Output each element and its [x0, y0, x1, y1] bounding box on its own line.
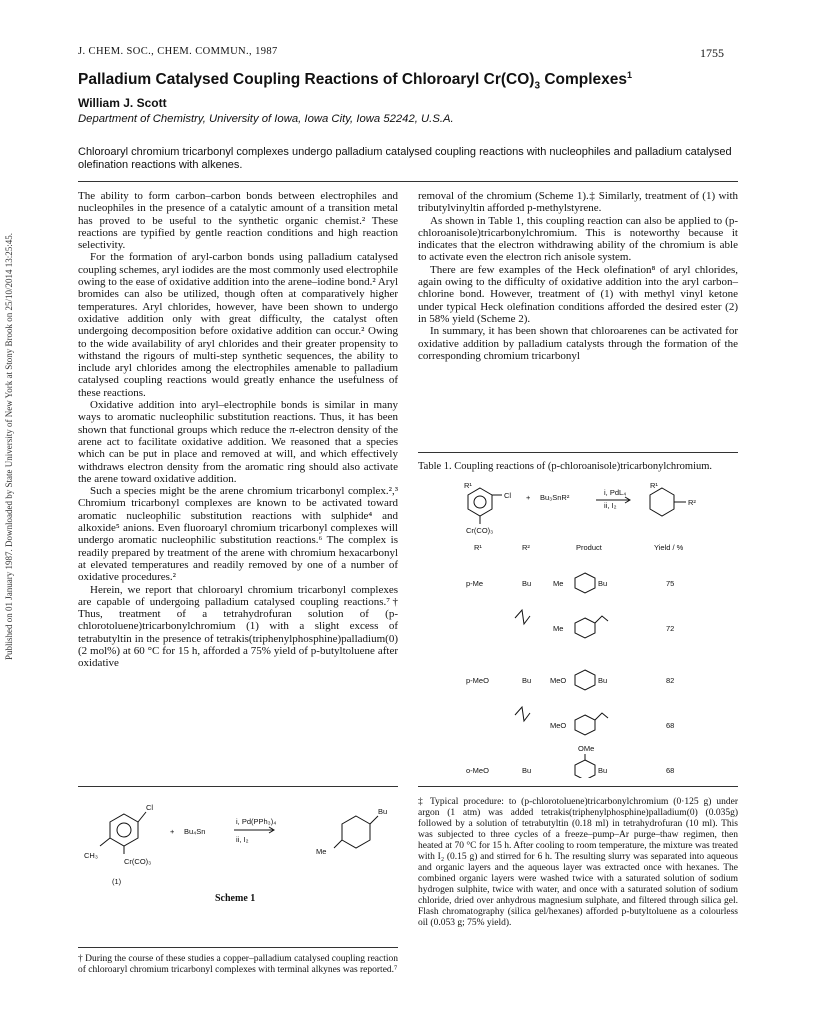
- table-top-rule: [418, 452, 738, 453]
- vinyl-group: [595, 616, 608, 623]
- vinyl-reagent: [515, 610, 530, 624]
- product-ring-4: [575, 715, 595, 735]
- table1-figure: [418, 478, 738, 778]
- product-ring-3: [575, 670, 595, 690]
- abstract: Chloroaryl chromium tricarbonyl complexes undergo palladium catalysed coupling reactions with nucleophiles and palladium catalysed olefination reactions with alkenes.: [78, 146, 732, 171]
- col-header-r1: R¹: [474, 543, 482, 552]
- bond: [138, 812, 146, 822]
- cell-product-left: Me: [553, 579, 564, 588]
- scheme-reagent: Bu₃SnR²: [540, 493, 570, 502]
- vinyl-reagent: [515, 707, 530, 721]
- scheme1-reagent: Bu₄Sn: [184, 827, 206, 836]
- scheme-condition-2: ii, I₂: [604, 501, 617, 510]
- scheme-cl-label: Cl: [504, 491, 512, 500]
- cell-product-left: MeO: [550, 676, 567, 685]
- page-number: 1755: [700, 46, 724, 60]
- vinyl-group: [595, 713, 608, 720]
- scheme1-cl: Cl: [146, 803, 154, 812]
- scheme1-compound-label: (1): [112, 877, 122, 886]
- scheme-product-r1: R¹: [650, 481, 658, 490]
- cell-product-left: MeO: [550, 721, 567, 730]
- cell-product-right: Bu: [598, 766, 608, 775]
- scheme-r1-label: R¹: [464, 481, 472, 490]
- affiliation: Department of Chemistry, University of Iowa, Iowa City, Iowa 52242, U.S.A.: [78, 113, 454, 125]
- product-ring-2: [575, 618, 595, 638]
- download-note-text: Published on 01 January 1987. Downloaded by State University of New York at Stony Brook on 25/10/2014 13:25:45.: [4, 233, 14, 660]
- scheme1-condition-1: i, Pd(PPh₃)₄: [236, 817, 277, 826]
- footnote-dagger: † During the course of these studies a copper–palladium catalysed coupling reaction of chloroaryl chromium tricarbonyl complexes with terminal alkynes was reported.⁷: [78, 954, 398, 975]
- cell-product-right: Bu: [598, 579, 608, 588]
- scheme1-ring-circle: [117, 823, 131, 837]
- paragraph: For the formation of aryl-carbon bonds using palladium catalysed coupling schemes, aryl iodides are the most commonly used electrophile owing to the ease of oxidative addition into the arene–iodine bond.² Aryl bromides can also be utilized, though often at comparatively higher temperatures. Aryl chlorides, however, have been shown to undergo oxidative addition only with great difficulty, the catalyst often undergoing decomposition before oxidative addition can occur.² Owing to the wide availability of aryl chlorides and their greater propensity to withstand the rigours of multi-step synthetic sequences, the ability to include aryl chlorides among the electrophiles amenable to palladium catalysed coupling reactions would greatly enhance the usefulness of these reactions.: [78, 251, 398, 399]
- bond: [334, 840, 342, 848]
- scheme1-reactant-ring: [110, 814, 138, 846]
- paragraph: removal of the chromium (Scheme 1).‡ Similarly, treatment of (1) with tributylvinyltin afforded p-methylstyrene.: [418, 190, 738, 215]
- scheme1-cr: Cr(CO)₃: [124, 857, 152, 866]
- cell-r2: Bu: [522, 579, 532, 588]
- article-title: Palladium Catalysed Coupling Reactions of Chloroaryl $Cr(CO)_3$ Complexes$^1$: [78, 70, 633, 92]
- right-column: [418, 190, 738, 362]
- product-ring: [650, 488, 674, 516]
- cell-r2: Bu: [522, 766, 532, 775]
- scheme1-condition-2: ii, I₂: [236, 835, 249, 844]
- paragraph: The ability to form carbon–carbon bonds between electrophiles and nucleophiles in the presence of a catalytic amount of a transition metal has proved to be useful to the synthetic organic chemist.² These reactions are typified by gentle reaction conditions and high reaction selectivity.: [78, 190, 398, 252]
- col-header-r2: R²: [522, 543, 530, 552]
- scheme1-ch3: CH₃: [84, 851, 98, 860]
- paragraph: There are few examples of the Heck olefination⁸ of aryl chlorides, again owing to the difficulty of oxidative addition into the aryl carbon–chlorine bond. However, treatment of (1) with methyl vinyl ketone under typical Heck olefination conditions afforded the desired ester (2) in 58% yield (Scheme 2).: [418, 263, 738, 325]
- cell-product-right: Bu: [598, 676, 608, 685]
- scheme1-me: Me: [316, 847, 327, 856]
- paragraph: In summary, it has been shown that chloroarenes can be activated for oxidative addition by palladium catalysts through the formation of the corresponding chromium tricarbonyl: [418, 325, 738, 362]
- scheme-top-rule: [78, 786, 398, 787]
- scheme1-bu: Bu: [378, 807, 388, 816]
- paragraph: Such a species might be the arene chromium tricarbonyl complex.²,³ Chromium tricarbonyl complexes are known to be activated toward aromatic nucleophilic substitution reactions with sulphide⁴ and alkoxide⁵ anions. Even fluoroaryl chromium tricarbonyl complexes will undergo aromatic nucleophilic substitution reactions.⁶ The complex is readily prepared by treatment of the arene with chromium hexacarbonyl at elevated temperatures and readily removed by one of a number of oxidative procedures.²: [78, 485, 398, 584]
- abstract-rule: [78, 181, 738, 182]
- table-bottom-rule: [418, 786, 738, 787]
- cell-r1: p-Me: [466, 579, 484, 588]
- table-caption: Table 1. Coupling reactions of (p-chloroanisole)tricarbonylchromium.: [418, 461, 713, 472]
- cell-yield: 75: [666, 579, 675, 588]
- scheme1-product-ring: [342, 816, 370, 848]
- bond: [100, 838, 110, 846]
- cell-yield: 68: [666, 721, 675, 730]
- product-ring-5: [575, 760, 595, 778]
- scheme-plus: +: [526, 493, 531, 502]
- scheme1-figure: [78, 796, 398, 901]
- footnote-rule: [78, 947, 398, 948]
- cell-yield: 72: [666, 624, 675, 633]
- reactant-ring-circle: [474, 496, 486, 508]
- product-ring-1: [575, 573, 595, 593]
- scheme-product-r2: R²: [688, 498, 696, 507]
- col-header-product: Product: [576, 543, 602, 552]
- col-header-yield: Yield / %: [654, 543, 684, 552]
- cell-yield: 82: [666, 676, 675, 685]
- scheme-condition-1: i, PdL₄: [604, 488, 627, 497]
- author-name: William J. Scott: [78, 96, 167, 110]
- left-column: [78, 190, 398, 670]
- bond: [370, 816, 378, 824]
- scheme1-plus: +: [170, 827, 175, 836]
- cell-product-left: OMe: [578, 744, 595, 753]
- running-header: J. CHEM. SOC., CHEM. COMMUN., 1987: [78, 46, 278, 57]
- cell-r1: o-MeO: [466, 766, 489, 775]
- footnote-ddagger: ‡ Typical procedure: to (p-chlorotoluene)tricarbonylchromium (0·125 g) under argon (1 atm) was added tetrakis(triphenylphosphine)palladium(0) (0.035g) followed by a solution of tetrabutyltin (0.18 ml) in tetrahydrofuran (10 ml). This was subjected to three cycles of a freeze–pump–Ar purge–thaw regimen, then heated at 70 °C for 15 h. After cooling to room temperature, the mixture was treated with I₂ (0.15 g) and stirred for 6 h. The resulting slurry was separated into aqueous and organic layers and the aqueous layer was extracted once with hexanes. The combined organic layers were washed twice with a saturated solution of sodium hydrogen sulphite, twice with water, and once with a saturated solution of sodium chloride, dried over anhydrous magnesium sulphate, and filtered through silica gel. Flash chromatography (silica gel/hexanes) afforded p-butyltoluene as a colourless oil (0.053 g; 75% yield).: [418, 797, 738, 928]
- paragraph: Oxidative addition into aryl–electrophile bonds is similar in many ways to aromatic nucleophilic substitution reactions. Thus, it has been shown that functional groups which reduce the π-electron density of the arene act to facilitate oxidative addition. We reasoned that a species which can be put in place and removed at will, and which effectively withdraws electron density from the aromatic ring should also activate the arene toward oxidative addition.: [78, 399, 398, 485]
- scheme-cr-label: Cr(CO)₃: [466, 526, 494, 535]
- scheme1-caption: Scheme 1: [215, 893, 256, 904]
- cell-r2: Bu: [522, 676, 532, 685]
- paragraph: As shown in Table 1, this coupling reaction can also be applied to (p-chloroanisole)tricarbonylchromium. This is noteworthy because it indicates that the electron withdrawing ability of the chromium is able to activate even the electron rich anisole system.: [418, 214, 738, 264]
- reactant-ring: [468, 488, 492, 516]
- paragraph: Herein, we report that chloroaryl chromium tricarbonyl complexes are capable of undergoing palladium catalysed coupling reactions.⁷† Thus, treatment of a tetrahydrofuran solution of (p-chlorotoluene)tricarbonylchromium (1) with a slight excess of tetrabutyltin in the presence of tetrakis(triphenylphosphine)palladium(0) (2 mol%) at 60 °C for 15 h, afforded a 75% yield of p-butyltoluene after oxidative: [78, 583, 398, 670]
- download-note-sidebar: [4, 140, 18, 660]
- cell-product-left: Me: [553, 624, 564, 633]
- cell-r1: p-MeO: [466, 676, 489, 685]
- cell-yield: 68: [666, 766, 675, 775]
